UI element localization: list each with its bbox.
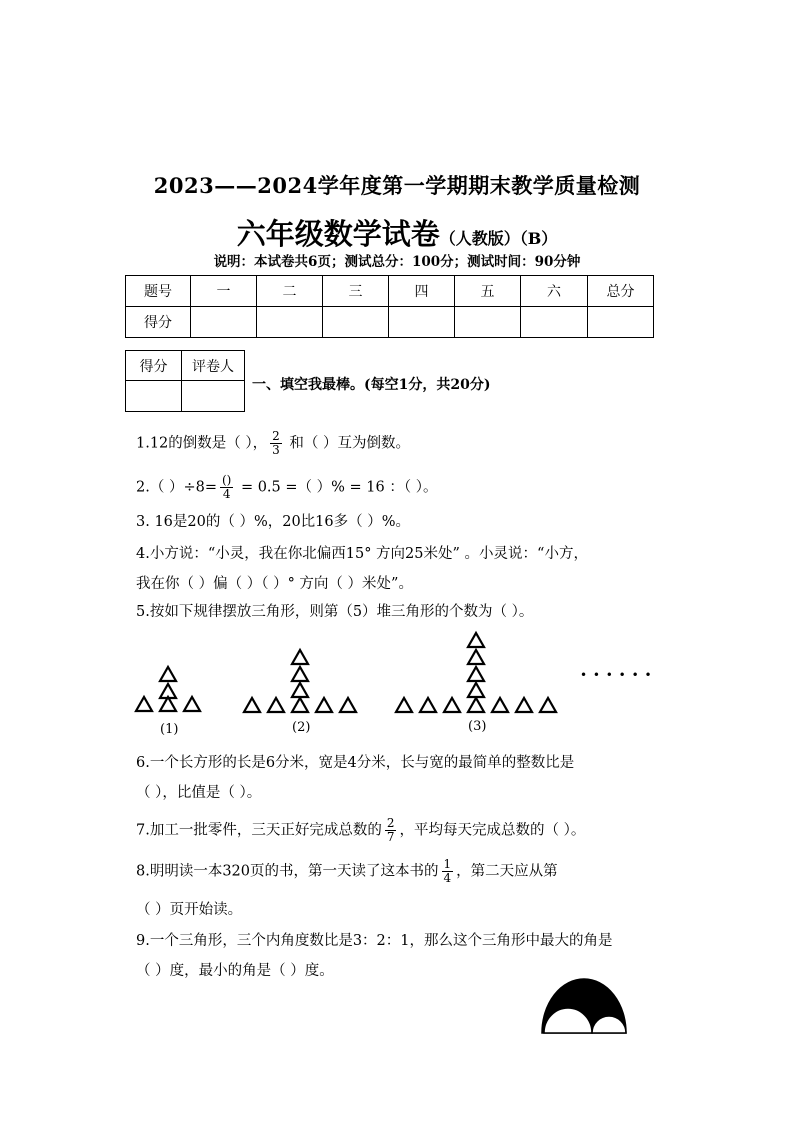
score-cell: 题号 bbox=[126, 276, 191, 307]
triangle-mark bbox=[184, 697, 200, 711]
triangle-mark bbox=[444, 698, 460, 712]
q1-numerator: 2 bbox=[272, 429, 280, 443]
question-7 bbox=[136, 817, 585, 844]
grader-score-blank[interactable] bbox=[126, 381, 182, 412]
continuation-dots: • • • • • • bbox=[580, 668, 653, 682]
question-2 bbox=[136, 474, 437, 501]
q2-denominator: 4 bbox=[222, 487, 231, 501]
triangle-mark bbox=[516, 698, 532, 712]
triangle-mark bbox=[292, 650, 308, 664]
triangle-mark bbox=[340, 698, 356, 712]
triangle-mark bbox=[292, 667, 308, 681]
triangle-mark bbox=[468, 633, 484, 647]
q7-text-b: ，平均每天完成总数的（ ）。 bbox=[399, 822, 586, 839]
triangle-mark bbox=[160, 667, 176, 681]
q2-numerator: () bbox=[221, 473, 232, 487]
q2-fraction bbox=[220, 474, 233, 501]
q1-text-a: 1.12的倒数是（ ）， bbox=[136, 435, 268, 452]
triangle-pile-3 bbox=[396, 633, 556, 712]
triangle-mark bbox=[292, 683, 308, 697]
q1-fraction bbox=[270, 430, 282, 457]
triangle-mark bbox=[268, 698, 284, 712]
score-cell: 四 bbox=[389, 276, 455, 307]
grader-name-label: 评卷人 bbox=[182, 351, 245, 381]
q8-fraction bbox=[442, 858, 454, 885]
exam-title-text: 六年级数学试卷 bbox=[236, 217, 440, 251]
q1-text-b: 和（ ）互为倒数。 bbox=[284, 435, 411, 452]
score-blank-cell[interactable] bbox=[191, 307, 257, 338]
q8-text-b: ，第二天应从第 bbox=[456, 863, 558, 880]
q2-text-b: = 0.5 =（ ）% = 16 ：（ ）。 bbox=[236, 479, 438, 496]
q7-numerator: 2 bbox=[386, 816, 395, 830]
pile-label-3: (3) bbox=[468, 719, 487, 734]
triangle-mark bbox=[468, 698, 484, 712]
score-blank-cell[interactable] bbox=[521, 307, 588, 338]
score-blank-cell[interactable] bbox=[389, 307, 455, 338]
question-3: 3. 16是20的（ ）%，20比16多（ ）%。 bbox=[136, 514, 411, 530]
q7-fraction bbox=[385, 817, 397, 844]
score-blank-cell[interactable] bbox=[323, 307, 389, 338]
triangle-mark bbox=[468, 667, 484, 681]
question-8 bbox=[136, 858, 558, 885]
score-table-header-row bbox=[126, 276, 654, 307]
score-cell: 六 bbox=[521, 276, 588, 307]
triangle-mark bbox=[420, 698, 436, 712]
grader-table bbox=[125, 350, 245, 412]
triangle-mark bbox=[396, 698, 412, 712]
exam-edition: （人教版）（B） bbox=[439, 229, 558, 248]
score-cell: 二 bbox=[257, 276, 323, 307]
q7-denominator: 7 bbox=[386, 830, 395, 844]
question-5: 5.按如下规律摆放三角形，则第（5）堆三角形的个数为（ ）。 bbox=[136, 604, 534, 620]
score-row-label: 得分 bbox=[126, 307, 191, 338]
triangle-mark bbox=[244, 698, 260, 712]
triangle-mark bbox=[136, 697, 152, 711]
question-4-line1: 4.小方说：“小灵，我在你北偏西15° 方向25米处” 。小灵说：“小方， bbox=[136, 546, 588, 562]
triangle-pile-1 bbox=[136, 667, 200, 711]
q7-text-a: 7.加工一批零件，三天正好完成总数的 bbox=[136, 822, 382, 839]
score-cell: 总分 bbox=[588, 276, 654, 307]
question-6-line2: （ ），比值是（ ）。 bbox=[136, 785, 262, 801]
q8-denominator: 4 bbox=[443, 871, 452, 885]
q1-denominator: 3 bbox=[272, 443, 280, 457]
triangle-mark bbox=[540, 698, 556, 712]
pile-label-2: (2) bbox=[292, 720, 311, 735]
question-1 bbox=[136, 430, 410, 457]
semicircle-figure bbox=[538, 975, 630, 1037]
score-blank-cell[interactable] bbox=[588, 307, 654, 338]
score-blank-cell[interactable] bbox=[455, 307, 521, 338]
exam-title-main bbox=[0, 212, 794, 253]
score-blank-cell[interactable] bbox=[257, 307, 323, 338]
question-9-line1: 9.一个三角形，三个内角度数比是3：2：1，那么这个三角形中最大的角是 bbox=[136, 933, 613, 949]
triangle-pile-2 bbox=[244, 650, 356, 712]
score-cell: 三 bbox=[323, 276, 389, 307]
exam-title-line1: 2023——2024学年度第一学期期末教学质量检测 bbox=[153, 173, 641, 198]
question-6-line1: 6.一个长方形的长是6分米，宽是4分米，长与宽的最简单的整数比是 bbox=[136, 755, 575, 771]
question-4-line2: 我在你（ ）偏（ ）（ ）° 方向（ ）米处”。 bbox=[136, 576, 413, 592]
triangle-mark bbox=[468, 683, 484, 697]
triangle-mark bbox=[492, 698, 508, 712]
score-cell: 一 bbox=[191, 276, 257, 307]
triangle-mark bbox=[468, 650, 484, 664]
triangle-pattern-svg bbox=[130, 630, 670, 740]
question-9-line2: （ ）度，最小的角是（ ）度。 bbox=[136, 963, 334, 979]
score-table-score-row bbox=[126, 307, 654, 338]
score-cell: 五 bbox=[455, 276, 521, 307]
triangle-mark bbox=[292, 698, 308, 712]
score-table bbox=[125, 275, 654, 338]
semicircle-svg bbox=[538, 975, 630, 1037]
q8-text-a: 8.明明读一本320页的书，第一天读了这本书的 bbox=[136, 863, 439, 880]
triangle-mark bbox=[316, 698, 332, 712]
grader-score-label: 得分 bbox=[126, 351, 182, 381]
q8-numerator: 1 bbox=[443, 857, 452, 871]
question-8-line2: （ ）页开始读。 bbox=[136, 902, 243, 918]
exam-note: 说明：本试卷共6页；测试总分：100分；测试时间：90分钟 bbox=[213, 254, 581, 270]
section-1-title: 一、填空我最棒。(每空1分，共20分) bbox=[252, 377, 491, 393]
grader-name-blank[interactable] bbox=[182, 381, 245, 412]
q2-text-a: 2.（ ）÷8= bbox=[136, 479, 217, 496]
triangle-pattern-figure bbox=[130, 630, 670, 740]
pile-label-1: (1) bbox=[160, 722, 179, 737]
